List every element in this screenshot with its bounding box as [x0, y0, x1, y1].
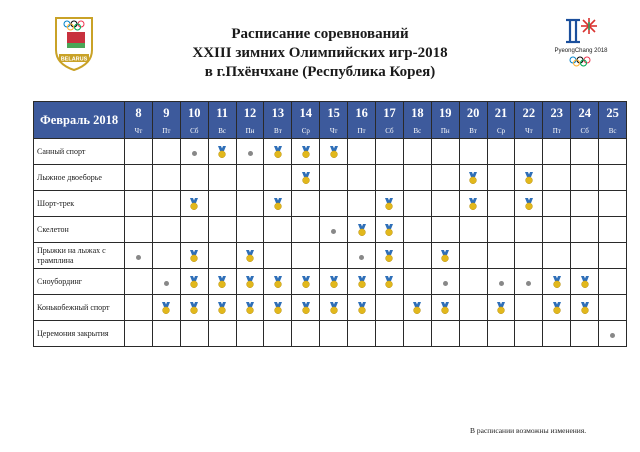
schedule-cell: [543, 243, 571, 269]
event-dot-icon: [192, 151, 197, 156]
day-number: 20: [466, 106, 480, 120]
weekday-label: Пт: [357, 127, 366, 135]
day-number: 10: [187, 106, 201, 120]
schedule-cell: [599, 295, 627, 321]
schedule-cell: [208, 295, 236, 321]
weekday-label: Пт: [552, 127, 561, 135]
day-header-15: [320, 102, 348, 139]
day-number: 24: [578, 106, 591, 120]
schedule-cell: [487, 243, 515, 269]
schedule-cell: [125, 269, 153, 295]
medal-icon: [245, 276, 255, 288]
medal-icon: [524, 198, 534, 210]
schedule-cell: [180, 269, 208, 295]
medal-icon: [329, 302, 339, 314]
schedule-cell: [236, 191, 264, 217]
schedule-cell: [292, 321, 320, 347]
weekday-label: Вт: [274, 127, 282, 135]
medal-icon: [357, 224, 367, 236]
title-line-3: в г.Пхёнчхане (Республика Корея): [204, 64, 436, 80]
event-dot-icon: [164, 281, 169, 286]
schedule-cell: [320, 191, 348, 217]
medal-icon: [189, 302, 199, 314]
schedule-cell: [320, 321, 348, 347]
sport-name: Прыжки на лыжах с трамплина: [34, 243, 125, 269]
schedule-cell: [348, 269, 376, 295]
schedule-cell: [599, 321, 627, 347]
sport-name: Сноубординг: [34, 269, 125, 295]
schedule-cell: [515, 269, 543, 295]
sport-row: [34, 191, 627, 217]
day-header-20: [459, 102, 487, 139]
weekday-label: Сб: [190, 127, 199, 135]
medal-icon: [496, 302, 506, 314]
schedule-cell: [348, 321, 376, 347]
schedule-cell: [515, 321, 543, 347]
schedule-cell: [236, 321, 264, 347]
sport-row: [34, 165, 627, 191]
medal-icon: [384, 198, 394, 210]
schedule-cell: [599, 165, 627, 191]
schedule-cell: [152, 243, 180, 269]
day-number: 23: [550, 106, 564, 120]
schedule-cell: [376, 191, 404, 217]
schedule-cell: [571, 217, 599, 243]
day-header-16: [348, 102, 376, 139]
schedule-cell: [599, 243, 627, 269]
day-header-12: [236, 102, 264, 139]
medal-icon: [245, 302, 255, 314]
schedule-cell: [292, 269, 320, 295]
weekday-label: Сб: [385, 127, 394, 135]
sport-row: [34, 217, 627, 243]
day-header-19: [431, 102, 459, 139]
event-dot-icon: [443, 281, 448, 286]
medal-icon: [273, 146, 283, 158]
schedule-cell: [459, 243, 487, 269]
event-dot-icon: [526, 281, 531, 286]
schedule-cell: [599, 139, 627, 165]
day-header-8: [125, 102, 153, 139]
event-dot-icon: [248, 151, 253, 156]
schedule-cell: [431, 191, 459, 217]
schedule-cell: [125, 191, 153, 217]
day-number: 19: [438, 106, 452, 120]
day-header-17: [376, 102, 404, 139]
medal-icon: [357, 276, 367, 288]
schedule-cell: [376, 165, 404, 191]
medal-icon: [273, 198, 283, 210]
schedule-cell: [571, 139, 599, 165]
weekday-label: Пн: [440, 127, 450, 135]
schedule-cell: [376, 243, 404, 269]
schedule-cell: [543, 139, 571, 165]
schedule-cell: [320, 139, 348, 165]
medal-icon: [329, 146, 339, 158]
schedule-cell: [348, 139, 376, 165]
day-header-11: [208, 102, 236, 139]
day-number: 17: [383, 106, 396, 120]
medal-icon: [189, 250, 199, 262]
medal-icon: [273, 276, 283, 288]
pyeongchang-2018-logo: [545, 12, 617, 70]
weekday-label: Чт: [134, 127, 143, 135]
schedule-cell: [292, 139, 320, 165]
schedule-cell: [515, 217, 543, 243]
medal-icon: [301, 276, 311, 288]
schedule-cell: [459, 217, 487, 243]
medal-icon: [217, 276, 227, 288]
schedule-cell: [152, 269, 180, 295]
schedule-cell: [152, 191, 180, 217]
weekday-label: Пн: [245, 127, 255, 135]
schedule-cell: [543, 165, 571, 191]
day-number: 8: [135, 106, 142, 120]
schedule-cell: [152, 139, 180, 165]
medal-icon: [468, 198, 478, 210]
weekday-label: Чт: [329, 127, 338, 135]
schedule-cell: [180, 191, 208, 217]
medal-icon: [161, 302, 171, 314]
month-header: Февраль 2018: [34, 102, 125, 139]
schedule-cell: [459, 269, 487, 295]
weekday-label: Вс: [608, 127, 617, 135]
day-number: 11: [216, 106, 229, 120]
sport-name: Конькобежный спорт: [34, 295, 125, 321]
medal-icon: [440, 250, 450, 262]
schedule-cell: [208, 269, 236, 295]
schedule-cell: [208, 217, 236, 243]
day-number: 12: [243, 106, 257, 120]
schedule-cell: [180, 165, 208, 191]
medal-icon: [552, 276, 562, 288]
schedule-cell: [376, 321, 404, 347]
medal-icon: [384, 224, 394, 236]
schedule-cell: [125, 139, 153, 165]
schedule-cell: [599, 269, 627, 295]
schedule-cell: [125, 243, 153, 269]
schedule-cell: [459, 165, 487, 191]
event-dot-icon: [136, 255, 141, 260]
schedule-cell: [236, 243, 264, 269]
schedule-cell: [320, 269, 348, 295]
weekday-label: Ср: [496, 127, 506, 135]
medal-icon: [329, 276, 339, 288]
schedule-cell: [376, 139, 404, 165]
schedule-cell: [348, 243, 376, 269]
medal-icon: [301, 172, 311, 184]
day-number: 22: [522, 106, 536, 120]
medal-icon: [189, 276, 199, 288]
day-header-22: [515, 102, 543, 139]
event-dot-icon: [359, 255, 364, 260]
schedule-cell: [543, 217, 571, 243]
schedule-cell: [264, 191, 292, 217]
medal-icon: [245, 250, 255, 262]
schedule-cell: [515, 139, 543, 165]
schedule-cell: [403, 139, 431, 165]
medal-icon: [217, 146, 227, 158]
medal-icon: [301, 302, 311, 314]
schedule-cell: [376, 269, 404, 295]
schedule-cell: [431, 217, 459, 243]
schedule-cell: [180, 321, 208, 347]
medal-icon: [189, 198, 199, 210]
schedule-cell: [152, 217, 180, 243]
schedule-cell: [459, 321, 487, 347]
schedule-cell: [236, 217, 264, 243]
medal-icon: [440, 302, 450, 314]
schedule-cell: [459, 191, 487, 217]
schedule-cell: [571, 295, 599, 321]
schedule-cell: [264, 269, 292, 295]
day-header-25: [599, 102, 627, 139]
schedule-cell: [403, 269, 431, 295]
day-number: 18: [411, 106, 424, 120]
schedule-cell: [180, 217, 208, 243]
weekday-label: Вс: [218, 127, 226, 135]
schedule-cell: [487, 269, 515, 295]
schedule-cell: [543, 269, 571, 295]
schedule-cell: [515, 191, 543, 217]
schedule-cell: [515, 243, 543, 269]
schedule-cell: [487, 321, 515, 347]
schedule-cell: [264, 295, 292, 321]
schedule-cell: [264, 243, 292, 269]
schedule-cell: [431, 139, 459, 165]
schedule-cell: [348, 165, 376, 191]
sport-row: [34, 139, 627, 165]
schedule-cell: [543, 191, 571, 217]
schedule-cell: [431, 165, 459, 191]
schedule-cell: [320, 295, 348, 321]
day-header-24: [571, 102, 599, 139]
schedule-cell: [320, 165, 348, 191]
schedule-cell: [264, 165, 292, 191]
schedule-cell: [431, 295, 459, 321]
schedule-cell: [599, 217, 627, 243]
schedule-cell: [403, 217, 431, 243]
day-header-23: [543, 102, 571, 139]
schedule-cell: [292, 295, 320, 321]
medal-icon: [384, 250, 394, 262]
schedule-cell: [236, 269, 264, 295]
schedule-cell: [571, 269, 599, 295]
title-line-2: XXIII зимних Олимпийских игр-2018: [192, 45, 448, 61]
schedule-cell: [403, 295, 431, 321]
medal-icon: [580, 276, 590, 288]
event-dot-icon: [610, 333, 615, 338]
day-number: 9: [163, 106, 170, 120]
day-header-9: [152, 102, 180, 139]
weekday-label: Вс: [413, 127, 422, 135]
weekday-label: Пт: [162, 127, 171, 135]
day-header-21: [487, 102, 515, 139]
schedule-cell: [431, 269, 459, 295]
medal-icon: [384, 276, 394, 288]
day-header-13: [264, 102, 292, 139]
schedule-cell: [487, 217, 515, 243]
schedule-cell: [208, 191, 236, 217]
schedule-cell: [125, 295, 153, 321]
belarus-logo-text: BELARUS: [60, 56, 88, 63]
schedule-cell: [403, 243, 431, 269]
schedule-cell: [431, 243, 459, 269]
schedule-cell: [180, 295, 208, 321]
schedule-header-row: [34, 102, 627, 139]
schedule-cell: [292, 243, 320, 269]
medal-icon: [468, 172, 478, 184]
event-dot-icon: [499, 281, 504, 286]
schedule-cell: [208, 139, 236, 165]
sport-row: [34, 295, 627, 321]
day-number: 14: [299, 106, 313, 120]
schedule-cell: [571, 165, 599, 191]
weekday-label: Чт: [525, 127, 533, 135]
title-line-1: Расписание соревнований: [231, 26, 409, 42]
sport-name: Шорт-трек: [34, 191, 125, 217]
schedule-cell: [459, 295, 487, 321]
belarus-olympic-logo: [50, 14, 98, 72]
medal-icon: [580, 302, 590, 314]
schedule-cell: [152, 321, 180, 347]
schedule-cell: [431, 321, 459, 347]
schedule-cell: [152, 165, 180, 191]
sport-name: Скелетон: [34, 217, 125, 243]
schedule-cell: [208, 243, 236, 269]
schedule-cell: [292, 191, 320, 217]
medal-icon: [524, 172, 534, 184]
schedule-cell: [348, 191, 376, 217]
sport-name: Санный спорт: [34, 139, 125, 165]
day-header-10: [180, 102, 208, 139]
schedule-cell: [515, 295, 543, 321]
competition-schedule-table: [33, 101, 627, 347]
schedule-cell: [571, 191, 599, 217]
schedule-cell: [487, 295, 515, 321]
day-number: 21: [494, 106, 508, 120]
sport-row: [34, 243, 627, 269]
schedule-cell: [125, 217, 153, 243]
schedule-cell: [543, 321, 571, 347]
schedule-cell: [236, 165, 264, 191]
sport-name: Церемония закрытия: [34, 321, 125, 347]
schedule-cell: [543, 295, 571, 321]
schedule-cell: [376, 295, 404, 321]
event-dot-icon: [331, 229, 336, 234]
schedule-cell: [208, 165, 236, 191]
schedule-cell: [403, 191, 431, 217]
day-header-18: [403, 102, 431, 139]
schedule-cell: [403, 165, 431, 191]
schedule-cell: [125, 165, 153, 191]
sport-row: [34, 269, 627, 295]
schedule-cell: [292, 217, 320, 243]
schedule-cell: [487, 139, 515, 165]
schedule-cell: [264, 217, 292, 243]
day-number: 16: [355, 106, 368, 120]
schedule-cell: [320, 217, 348, 243]
schedule-cell: [515, 165, 543, 191]
medal-icon: [273, 302, 283, 314]
day-header-14: [292, 102, 320, 139]
medal-icon: [301, 146, 311, 158]
day-number: 25: [606, 106, 619, 120]
schedule-cell: [571, 321, 599, 347]
sport-row: [34, 321, 627, 347]
schedule-cell: [125, 321, 153, 347]
schedule-change-note: В расписании возможны изменения.: [470, 426, 587, 435]
medal-icon: [357, 302, 367, 314]
schedule-cell: [599, 191, 627, 217]
day-number: 15: [327, 106, 340, 120]
schedule-cell: [348, 295, 376, 321]
schedule-cell: [459, 139, 487, 165]
schedule-cell: [180, 139, 208, 165]
sport-name: Лыжное двоеборье: [34, 165, 125, 191]
medal-icon: [217, 302, 227, 314]
schedule-cell: [180, 243, 208, 269]
schedule-cell: [236, 295, 264, 321]
medal-icon: [412, 302, 422, 314]
schedule-cell: [264, 139, 292, 165]
schedule-cell: [376, 217, 404, 243]
day-number: 13: [271, 106, 285, 120]
schedule-cell: [292, 165, 320, 191]
schedule-cell: [487, 165, 515, 191]
weekday-label: Ср: [301, 127, 310, 135]
pyeongchang-logo-text: PyeongChang 2018: [554, 48, 608, 54]
schedule-cell: [348, 217, 376, 243]
schedule-cell: [208, 321, 236, 347]
medal-icon: [552, 302, 562, 314]
weekday-label: Вт: [469, 127, 477, 135]
schedule-cell: [152, 295, 180, 321]
schedule-cell: [487, 191, 515, 217]
schedule-cell: [236, 139, 264, 165]
schedule-cell: [403, 321, 431, 347]
weekday-label: Сб: [580, 127, 589, 135]
schedule-cell: [571, 243, 599, 269]
schedule-cell: [264, 321, 292, 347]
schedule-cell: [320, 243, 348, 269]
